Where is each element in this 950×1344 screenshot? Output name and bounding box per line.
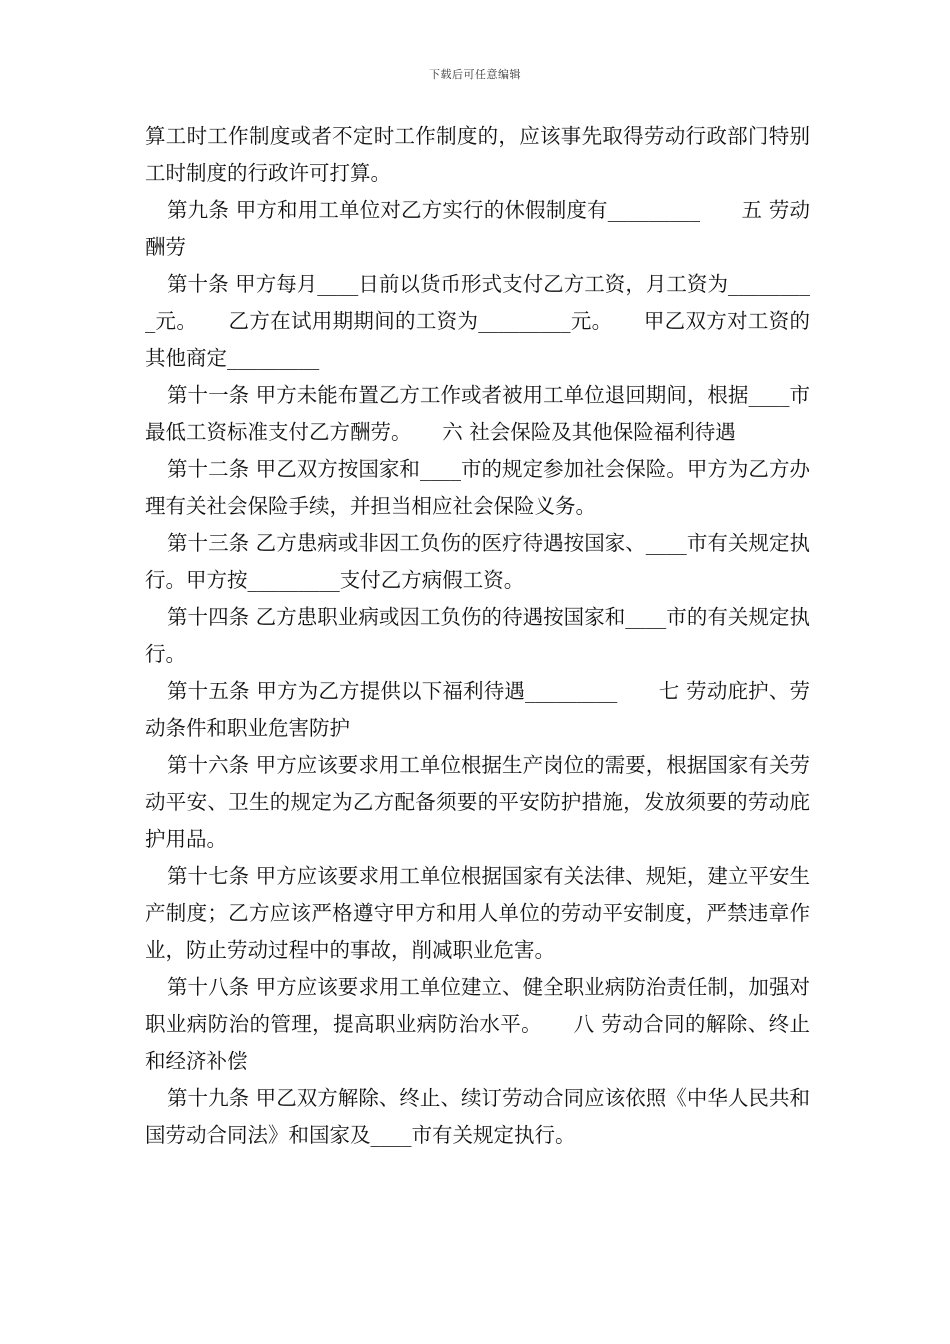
paragraph-article-13: 第十三条 乙方患病或非因工负伤的医疗待遇按国家、____市有关规定执行。甲方按_________支付乙方病假工资。 [145,531,810,592]
paragraph-article-11: 第十一条 甲方未能布置乙方工作或者被用工单位退回期间，根据____市最低工资标准支付乙方酬劳。 六 社会保险及其他保险福利待遇 [145,383,810,444]
paragraph-article-19: 第十九条 甲乙双方解除、终止、续订劳动合同应该依照《中华人民共和国劳动合同法》和国家及____市有关规定执行。 [145,1086,810,1147]
paragraph-article-12: 第十二条 甲乙双方按国家和____市的规定参加社会保险。甲方为乙方办理有关社会保险手续，并担当相应社会保险义务。 [145,457,810,518]
paragraph-article-15: 第十五条 甲方为乙方提供以下福利待遇_________ 七 劳动庇护、劳动条件和职业危害防护 [145,679,810,740]
page-header: 下载后可任意编辑 [429,68,521,81]
paragraph-article-18: 第十八条 甲方应该要求用工单位建立、健全职业病防治责任制，加强对职业病防治的管理，提高职业病防治水平。 八 劳动合同的解除、终止和经济补偿 [145,975,810,1073]
paragraph-article-16: 第十六条 甲方应该要求用工单位根据生产岗位的需要，根据国家有关劳动平安、卫生的规定为乙方配备须要的平安防护措施，发放须要的劳动庇护用品。 [145,753,810,851]
document-body [145,118,810,1154]
paragraph-article-10: 第十条 甲方每月____日前以货币形式支付乙方工资，月工资为_________元。 乙方在试用期期间的工资为_________元。 甲乙双方对工资的其他商定_________ [145,272,810,370]
paragraph-article-14: 第十四条 乙方患职业病或因工负伤的待遇按国家和____市的有关规定执行。 [145,605,810,666]
paragraph-article-17: 第十七条 甲方应该要求用工单位根据国家有关法律、规矩，建立平安生产制度；乙方应该严格遵守甲方和用人单位的劳动平安制度，严禁违章作业，防止劳动过程中的事故，削减职业危害。 [145,864,810,962]
paragraph-article-9: 第九条 甲方和用工单位对乙方实行的休假制度有_________ 五 劳动酬劳 [145,198,810,259]
paragraph-continuation: 算工时工作制度或者不定时工作制度的，应该事先取得劳动行政部门特别工时制度的行政许可打算。 [145,124,810,185]
